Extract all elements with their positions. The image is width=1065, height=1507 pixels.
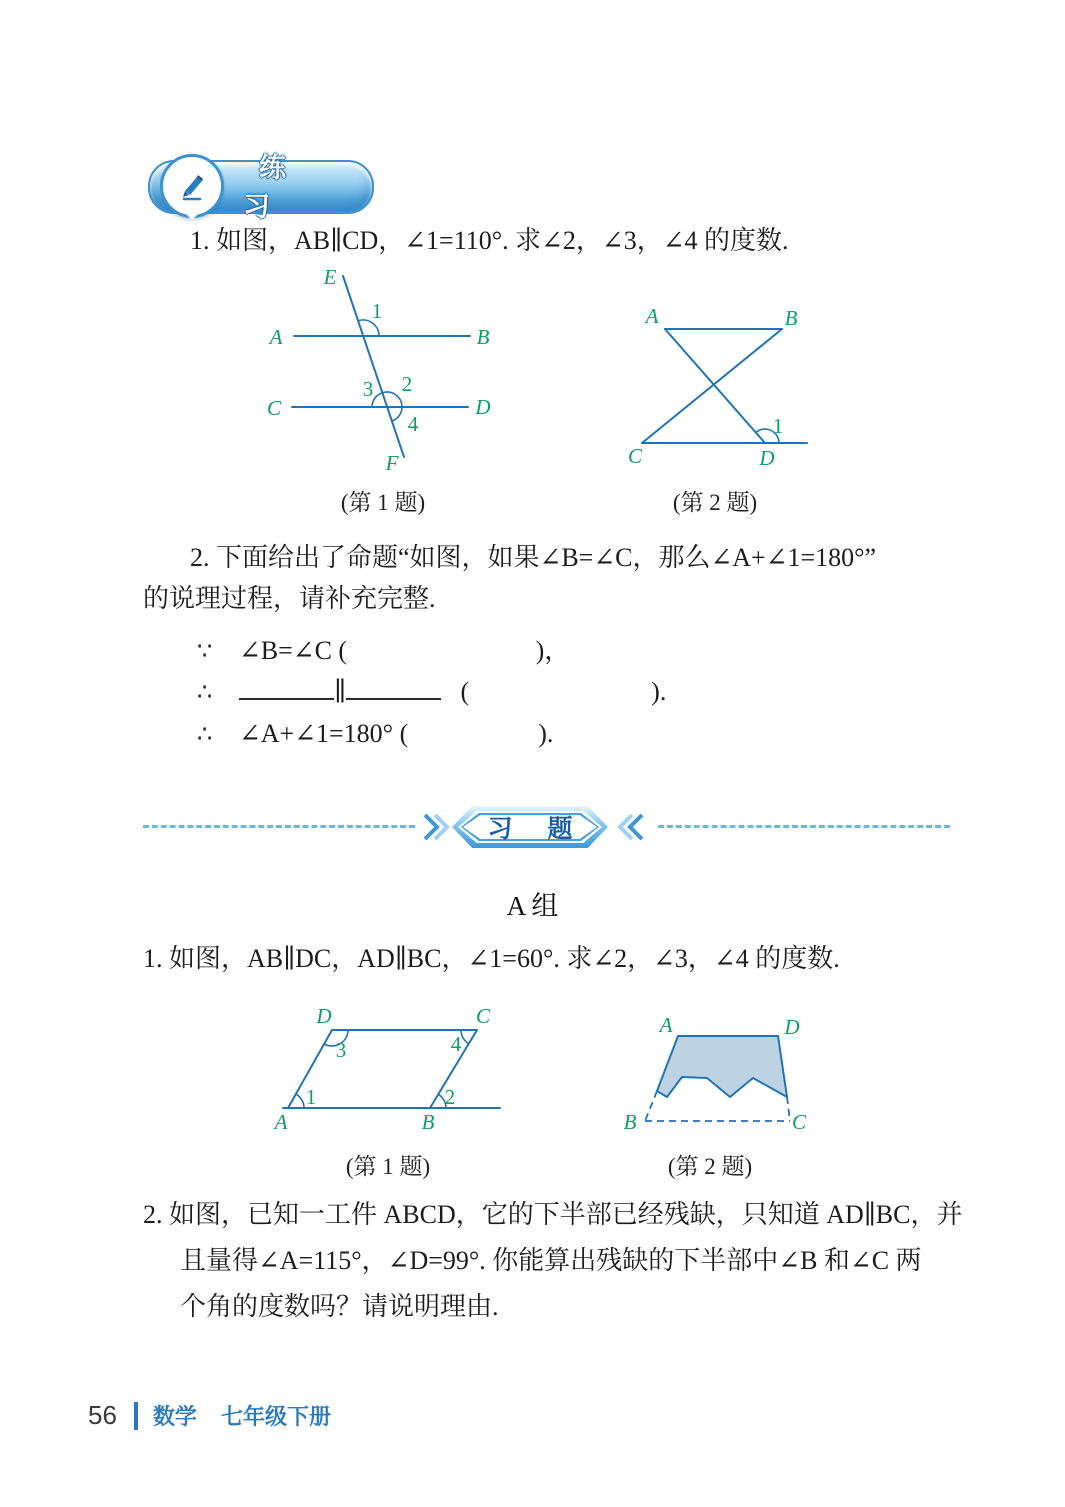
point-label-D: D xyxy=(316,1005,332,1028)
exercises-problem-2-line1: 2. 如图，已知一工件 ABCD，它的下半部已经残缺，只知道 AD∥BC，并 xyxy=(143,1200,963,1229)
angle-label-4: 4 xyxy=(450,1032,462,1056)
pencil-icon xyxy=(174,168,210,204)
angle-3-arc xyxy=(372,393,382,407)
point-label-E: E xyxy=(323,265,337,289)
footer-divider-bar xyxy=(134,1402,138,1430)
point-label-D: D xyxy=(759,446,775,470)
reasoning-line-3-text: ∠A+∠1=180° ( ). xyxy=(239,719,554,748)
footer-volume: 七年级下册 xyxy=(220,1404,331,1429)
point-label-B: B xyxy=(421,1110,435,1134)
practice-figure-2 xyxy=(600,285,880,485)
footer-subject: 数学 xyxy=(152,1404,197,1429)
exercises-section-badge xyxy=(452,806,608,848)
point-label-B: B xyxy=(784,306,798,330)
point-label-A: A xyxy=(659,1015,673,1037)
reasoning-line-1 xyxy=(197,630,570,667)
angle-label-1: 1 xyxy=(371,299,383,323)
therefore-symbol: ∴ xyxy=(197,680,213,706)
point-label-D: D xyxy=(784,1015,800,1039)
practice-problem-2-line2: 的说理过程，请补充完整. xyxy=(143,584,436,613)
practice-problem-2-line1: 2. 下面给出了命题“如图，如果∠B=∠C，那么∠A+∠1=180°” xyxy=(190,543,877,572)
parallel-symbol: ∥ xyxy=(334,677,347,706)
practice-section-badge xyxy=(148,153,372,222)
exercises-badge-label: 习 题 xyxy=(487,815,587,843)
angle-label-1: 1 xyxy=(305,1085,317,1109)
divider-dash-left xyxy=(143,825,415,828)
dashed-AB xyxy=(645,1091,657,1121)
exercises-problem-2-line3: 个角的度数吗？请说明理由. xyxy=(180,1292,499,1321)
exercises-figure-2 xyxy=(610,1015,890,1140)
angle-4-arc xyxy=(461,1030,469,1044)
line-CB xyxy=(642,329,782,443)
dashed-DC xyxy=(787,1097,790,1121)
point-label-B: B xyxy=(623,1110,637,1134)
practice-figure-2-caption: (第 2 题) xyxy=(672,490,758,515)
fill-in-blank-1 xyxy=(239,674,334,700)
angle-label-4: 4 xyxy=(407,412,419,436)
exercises-figure-1 xyxy=(250,1005,530,1145)
angle-4-arc xyxy=(392,407,402,421)
reasoning-line-3 xyxy=(197,719,553,749)
exercises-figure-2-caption: (第 2 题) xyxy=(667,1154,753,1179)
exercises-figure-1-caption: (第 1 题) xyxy=(345,1154,431,1179)
fill-in-blank-2 xyxy=(346,674,441,700)
point-label-C: C xyxy=(791,1110,807,1134)
angle-label-2: 2 xyxy=(401,372,413,396)
page-number: 56 xyxy=(88,1400,117,1430)
angle-label-1: 1 xyxy=(772,414,784,438)
because-symbol: ∵ xyxy=(197,639,213,665)
reasoning-line-1-text: ∠B=∠C ( )， xyxy=(239,636,571,665)
divider-dash-right xyxy=(658,825,950,828)
exercises-problem-1-text: 1. 如图，AB∥DC，AD∥BC，∠1=60°. 求∠2，∠3，∠4 的度数. xyxy=(143,944,840,973)
practice-figure-1 xyxy=(230,262,540,477)
point-label-D: D xyxy=(475,395,491,419)
angle-1-arc xyxy=(296,1094,304,1108)
line-AD xyxy=(665,329,765,443)
group-a-heading: A 组 xyxy=(506,891,559,921)
therefore-symbol: ∴ xyxy=(197,722,213,748)
point-label-C: C xyxy=(627,444,643,468)
exercises-problem-2-line2: 且量得∠A=115°，∠D=99°. 你能算出残缺的下半部中∠B 和∠C 两 xyxy=(180,1246,922,1275)
point-label-A: A xyxy=(645,304,659,328)
angle-label-2: 2 xyxy=(444,1085,456,1109)
reasoning-line-2 xyxy=(197,674,666,707)
workpiece-shape xyxy=(657,1036,787,1097)
practice-badge-circle xyxy=(160,154,224,218)
practice-badge-label: 练 习 xyxy=(243,153,302,222)
reasoning-line-2-paren: ( ). xyxy=(441,677,667,706)
point-label-C: C xyxy=(266,396,282,420)
point-label-B: B xyxy=(476,325,490,349)
chevron-left-icon xyxy=(615,809,645,845)
chevron-right-icon xyxy=(422,809,452,845)
point-label-C: C xyxy=(475,1005,491,1028)
angle-label-3: 3 xyxy=(335,1038,347,1062)
practice-figure-1-caption: (第 1 题) xyxy=(340,490,426,515)
point-label-A: A xyxy=(274,1110,288,1134)
point-label-A: A xyxy=(269,325,283,349)
point-label-F: F xyxy=(385,451,399,475)
angle-label-3: 3 xyxy=(362,377,374,401)
practice-problem-1-text: 1. 如图，AB∥CD，∠1=110°. 求∠2，∠3，∠4 的度数. xyxy=(190,226,789,255)
page-footer xyxy=(88,1400,331,1431)
